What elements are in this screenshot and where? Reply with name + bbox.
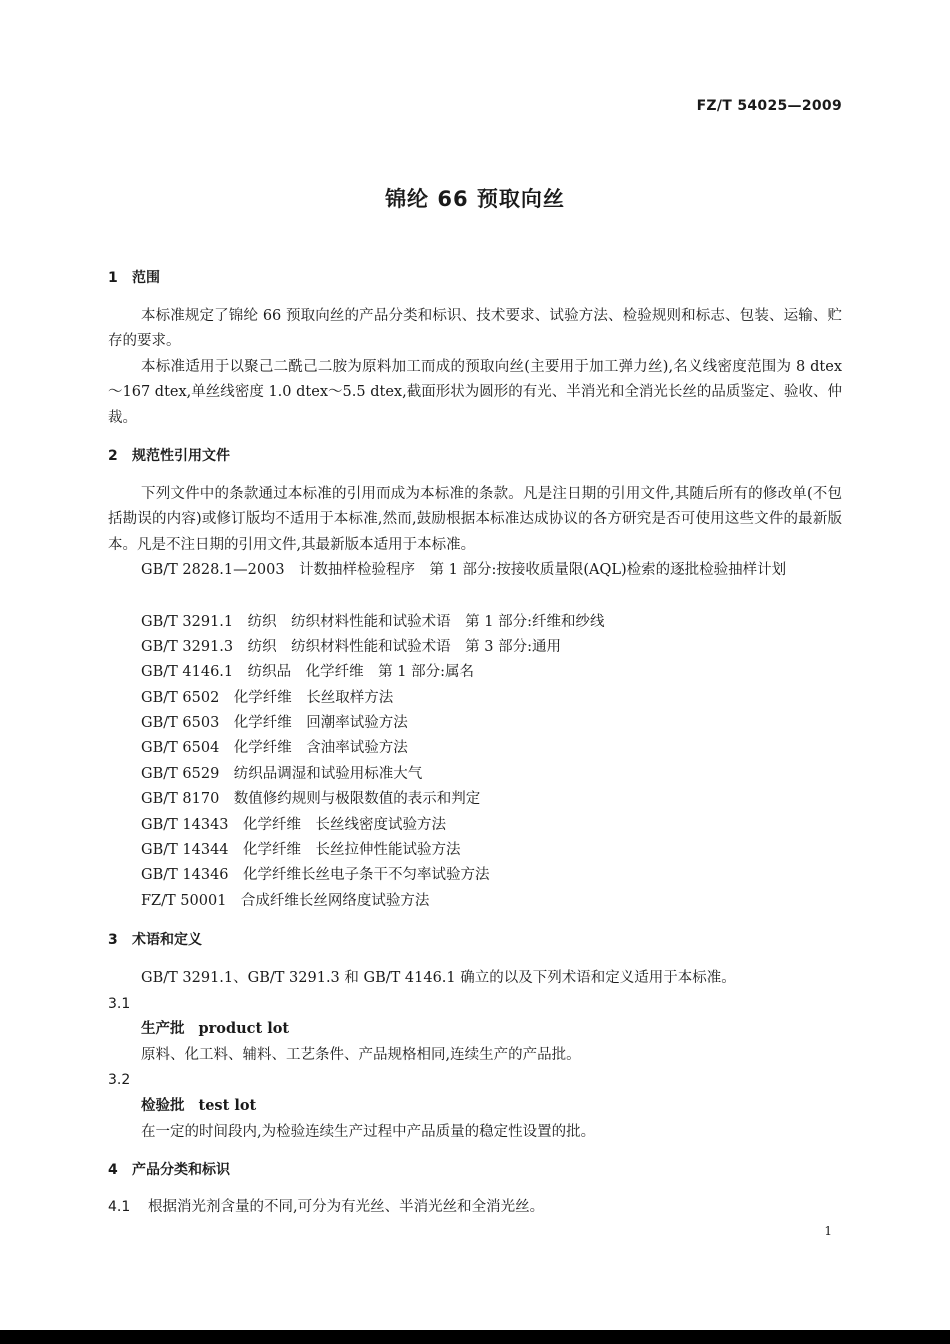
reference-item: GB/T 6504 化学纤维 含油率试验方法: [141, 740, 408, 756]
term-english: test lot: [198, 1097, 257, 1114]
term-definition: 原料、化工料、辅料、工艺条件、产品规格相同,连续生产的产品批。: [141, 1047, 581, 1063]
clause-number: 3.2: [108, 1072, 131, 1088]
term-english: product lot: [198, 1020, 290, 1037]
clause-text: 根据消光剂含量的不同,可分为有光丝、半消光丝和全消光丝。: [148, 1199, 545, 1215]
section-2-heading: [108, 446, 230, 466]
clause-4-1: [108, 1197, 842, 1217]
clause-number: 3.1: [108, 996, 131, 1012]
term-chinese: 检验批: [141, 1098, 185, 1114]
reference-item-first: GB/T 2828.1—2003 计数抽样检验程序 第 1 部分:按接收质量限(AQL)检索的逐批检验抽样计划: [141, 562, 787, 578]
reference-item: GB/T 14346 化学纤维长丝电子条干不匀率试验方法: [141, 867, 490, 883]
section-title: 术语和定义: [132, 932, 202, 948]
reference-item: GB/T 3291.3 纺织 纺织材料性能和试验术语 第 3 部分:通用: [141, 639, 561, 655]
section-number: 1: [108, 270, 118, 286]
term-chinese: 生产批: [141, 1021, 185, 1037]
reference-item: GB/T 14343 化学纤维 长丝线密度试验方法: [141, 817, 447, 833]
section-title: 范围: [132, 270, 160, 286]
section-title: 规范性引用文件: [132, 448, 230, 464]
reference-item: GB/T 6529 纺织品调湿和试验用标准大气: [141, 766, 423, 782]
page-number: 1: [824, 1224, 832, 1238]
section-1-heading: [108, 268, 160, 288]
section-number: 2: [108, 448, 118, 464]
reference-item: GB/T 6502 化学纤维 长丝取样方法: [141, 690, 394, 706]
section-title: 产品分类和标识: [132, 1162, 230, 1178]
reference-item: GB/T 3291.1 纺织 纺织材料性能和试验术语 第 1 部分:纤维和纱线: [141, 614, 605, 630]
document-title: 锦纶 66 预取向丝: [385, 187, 565, 211]
reference-item: GB/T 8170 数值修约规则与极限数值的表示和判定: [141, 791, 481, 807]
reference-item: GB/T 6503 化学纤维 回潮率试验方法: [141, 715, 408, 731]
section-3-heading: [108, 930, 202, 950]
reference-item: GB/T 4146.1 纺织品 化学纤维 第 1 部分:属名: [141, 664, 474, 680]
term-entry: [141, 1096, 256, 1116]
reference-item: FZ/T 50001 合成纤维长丝网络度试验方法: [141, 893, 430, 909]
reference-item: GB/T 14344 化学纤维 长丝拉伸性能试验方法: [141, 842, 461, 858]
standard-code: FZ/T 54025—2009: [696, 98, 842, 114]
clause-number: 4.1: [108, 1199, 131, 1215]
section-number: 4: [108, 1162, 118, 1178]
section-2-paragraph-1: 下列文件中的条款通过本标准的引用而成为本标准的条款。凡是注日期的引用文件,其随后所有的修改单(不包括勘误的内容)或修订版均不适用于本标准,然而,鼓励根据本标准达成协议的各方研究是否可使用这些文件的最新版本。凡是不注日期的引用文件,其最新版本适用于本标准。: [108, 486, 842, 553]
term-entry: [141, 1019, 289, 1039]
section-4-heading: [108, 1160, 230, 1180]
bottom-border: [0, 1330, 950, 1344]
section-number: 3: [108, 932, 118, 948]
section-1-paragraph-1: 本标准规定了锦纶 66 预取向丝的产品分类和标识、技术要求、试验方法、检验规则和标志、包装、运输、贮存的要求。: [108, 308, 842, 350]
term-definition: 在一定的时间段内,为检验连续生产过程中产品质量的稳定性设置的批。: [141, 1124, 596, 1140]
section-1-paragraph-2: 本标准适用于以聚己二酰己二胺为原料加工而成的预取向丝(主要用于加工弹力丝),名义线密度范围为 8 dtex～167 dtex,单丝线密度 1.0 dtex～5.5 dtex,截面形状为圆形的有光、半消光和全消光长丝的品质鉴定、验收、仲裁。: [108, 359, 842, 426]
section-3-intro: GB/T 3291.1、GB/T 3291.3 和 GB/T 4146.1 确立的以及下列术语和定义适用于本标准。: [141, 970, 736, 986]
